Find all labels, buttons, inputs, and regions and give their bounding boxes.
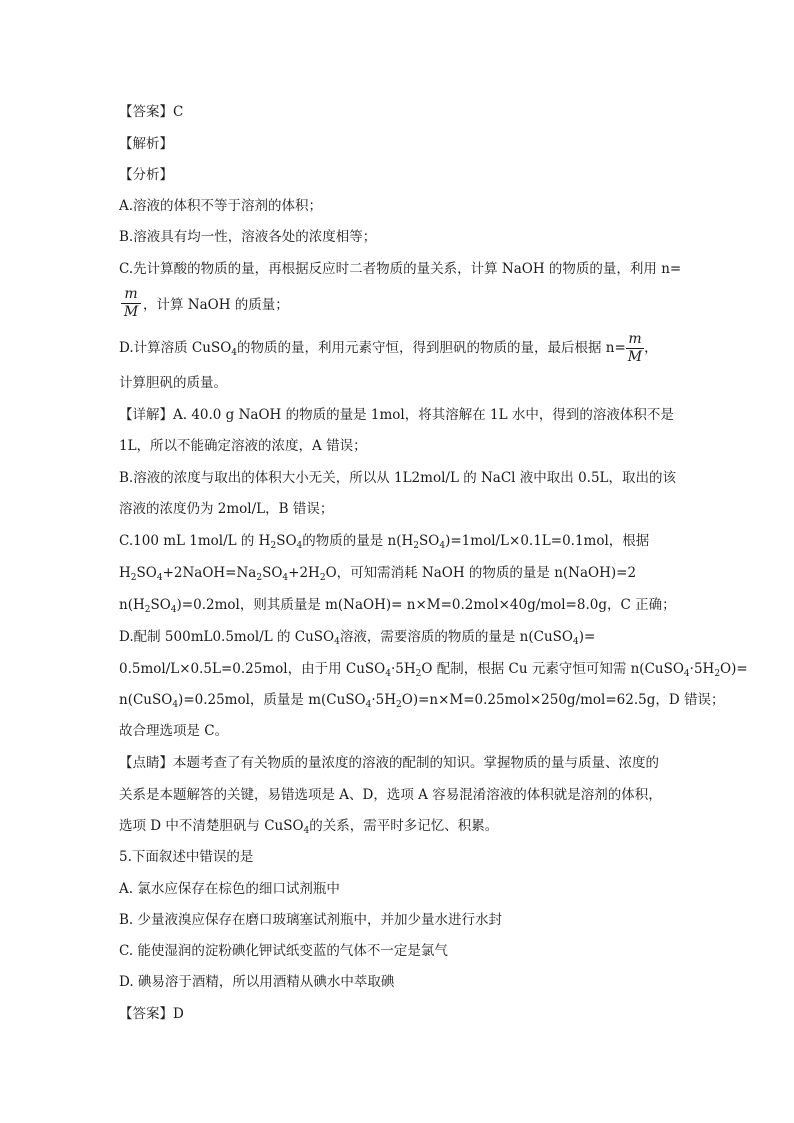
analysis-d-line2: 计算胆矾的质量。 xyxy=(119,375,227,391)
analysis-d-line1: D.计算溶质 CuSO$_4$的物质的量，利用元素守恒，得到胆矾的物质的量，最后根据 n= $\frac{m}{M}$ ， xyxy=(119,331,658,365)
detail-a-line1: 【详解】A. 40.0 g NaOH 的物质的量是 1mol，将其溶解在 1L 水中，得到的溶液体积不是 xyxy=(119,407,674,423)
question-5-option-d: D. 碘易溶于酒精，所以用酒精从碘水中萃取碘 xyxy=(119,974,395,990)
detail-d-line2: 0.5mol/L×0.5L=0.25mol，由于用 $CuSO_4\cdot 5H_2O$ 配制，根据 Cu 元素守恒可知需 $n(CuSO_4\cdot 5H_2O)=$ xyxy=(119,661,748,679)
fraction-m-over-M-inline: $\frac{m}{M}$ xyxy=(627,331,643,365)
detail-c-line3: $n(H_2SO_4)=0.2mol$，则其质量是 m(NaOH)= n×M=0.2mol×40g/mol=8.0g，C 正确； xyxy=(119,597,676,615)
detail-b-line2: 溶液的浓度仍为 2mol/L，B 错误； xyxy=(119,501,334,517)
question-5-option-c: C. 能使湿润的淀粉碘化钾试纸变蓝的气体不一定是氯气 xyxy=(119,943,448,959)
detail-conclusion: 故合理选项是 C。 xyxy=(119,723,229,739)
detail-d-line3: n(CuSO$_4$)=0.25mol，质量是 $m(CuSO_4\cdot 5H_2O)=n\times M=0.25mol\times 250g/mol=62.5g$，D 错误； xyxy=(119,692,725,710)
fraction-numerator: m xyxy=(124,286,138,302)
detail-c-line1: C.100 mL 1mol/L 的 $H_2SO_4$的物质的量是 $n(H_2SO_4)=1mol/L\times 0.1L=0.1mol$，根据 xyxy=(119,533,650,551)
question-5-stem: 5.下面叙述中错误的是 xyxy=(119,849,254,865)
dianjing-line2: 关系是本题解答的关键，易错选项是 A、D，选项 A 容易混淆溶液的体积就是溶剂的体积， xyxy=(119,787,662,803)
question-5-option-b: B. 少量液溴应保存在磨口玻璃塞试剂瓶中，并加少量水进行水封 xyxy=(119,912,503,928)
detail-d-line1: D.配制 500mL0.5mol/L 的 CuSO$_4$溶液，需要溶质的物质的量是 n(CuSO$_4$)= xyxy=(119,629,596,647)
detail-b-line1: B.溶液的浓度与取出的体积大小无关，所以从 1L2mol/L 的 NaCl 液中取出 0.5L，取出的该 xyxy=(119,470,677,486)
analysis-c-line1: C.先计算酸的物质的量，再根据反应时二者物质的量关系，计算 NaOH 的物质的量，利用 n= xyxy=(119,261,682,277)
analysis-c-line2: ，计算 NaOH 的质量； xyxy=(143,297,289,313)
detail-c-line2: $H_2SO_4+2NaOH=Na_2SO_4+2H_2O$，可知需消耗 NaOH 的物质的量是 n(NaOH)=2 xyxy=(119,565,637,583)
detail-a-line2: 1L，所以不能确定溶液的浓度，A 错误； xyxy=(119,438,367,454)
jiexi-heading: 【解析】 xyxy=(119,136,173,152)
dianjing-line1: 【点睛】本题考查了有关物质的量浓度的溶液的配制的知识。掌握物质的量与质量、浓度的 xyxy=(119,755,659,771)
fraction-denominator: M xyxy=(121,303,141,321)
answer-label: 【答案】C xyxy=(119,104,184,120)
analysis-a: A.溶液的体积不等于溶剂的体积； xyxy=(119,198,323,214)
question-5-option-a: A. 氯水应保存在棕色的细口试剂瓶中 xyxy=(119,881,340,897)
question-5-answer: 【答案】D xyxy=(119,1006,184,1022)
dianjing-line3: 选项 D 中不清楚胆矾与 CuSO$_4$的关系，需平时多记忆、积累。 xyxy=(119,818,499,836)
fraction-m-over-M xyxy=(121,286,141,321)
fenxi-heading: 【分析】 xyxy=(119,167,173,183)
analysis-b: B.溶液具有均一性，溶液各处的浓度相等； xyxy=(119,229,377,245)
